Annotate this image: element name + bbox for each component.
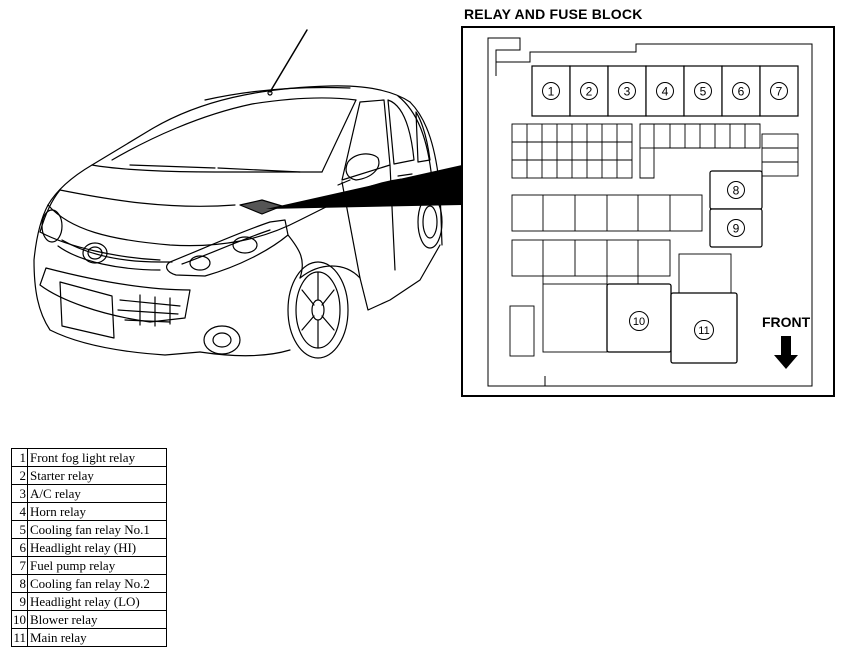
front-label: FRONT xyxy=(762,314,811,330)
legend-row xyxy=(12,557,167,575)
relay-mark-7: 7 xyxy=(775,84,783,99)
relay-mark-5: 5 xyxy=(699,84,707,99)
legend-description: Starter relay xyxy=(28,467,167,485)
legend-row xyxy=(12,539,167,557)
legend-number: 4 xyxy=(12,503,28,521)
legend-row xyxy=(12,485,167,503)
legend-body xyxy=(12,449,167,647)
legend-description: Headlight relay (HI) xyxy=(28,539,167,557)
relay-mark-9: 9 xyxy=(732,221,740,236)
legend-number: 9 xyxy=(12,593,28,611)
relay-mark-3: 3 xyxy=(623,84,631,99)
relay-mark-4: 4 xyxy=(661,84,669,99)
relay-mark-1: 1 xyxy=(547,84,555,99)
relay-mark-6: 6 xyxy=(737,84,745,99)
legend-row xyxy=(12,503,167,521)
relay-mark-10: 10 xyxy=(632,316,646,328)
legend-description: A/C relay xyxy=(28,485,167,503)
fuse-grid-right xyxy=(640,124,798,178)
relay-mark-8: 8 xyxy=(732,183,740,198)
legend-number: 10 xyxy=(13,611,26,627)
relay-fuse-block-title: RELAY AND FUSE BLOCK xyxy=(464,6,643,22)
legend-description: Main relay xyxy=(28,629,167,647)
legend-number: 5 xyxy=(12,521,28,539)
relays-bottom xyxy=(510,284,737,363)
relay-mark-2: 2 xyxy=(585,84,593,99)
legend-description: Blower relay xyxy=(28,611,167,629)
legend-row xyxy=(12,521,167,539)
legend-description: Headlight relay (LO) xyxy=(28,593,167,611)
fuse-row-middle xyxy=(512,195,702,231)
legend-row xyxy=(12,575,167,593)
legend-description: Fuel pump relay xyxy=(28,557,167,575)
legend-number: 6 xyxy=(12,539,28,557)
legend-number: 3 xyxy=(12,485,28,503)
legend-number: 7 xyxy=(12,557,28,575)
legend-number: 11 xyxy=(13,629,26,645)
legend-row xyxy=(12,611,167,629)
legend-row xyxy=(12,449,167,467)
relay-legend-table xyxy=(11,448,167,647)
legend-description: Front fog light relay xyxy=(28,449,167,467)
relays-8-9 xyxy=(710,171,762,247)
fuse-grid-left xyxy=(512,124,632,178)
legend-description: Horn relay xyxy=(28,503,167,521)
legend-number: 8 xyxy=(12,575,28,593)
legend-row xyxy=(12,467,167,485)
legend-row xyxy=(12,629,167,647)
relay-mark-11: 11 xyxy=(698,325,710,337)
legend-description: Cooling fan relay No.1 xyxy=(28,521,167,539)
legend-number: 1 xyxy=(12,449,28,467)
legend-number: 2 xyxy=(12,467,28,485)
front-arrow-icon xyxy=(774,336,798,369)
legend-description: Cooling fan relay No.2 xyxy=(28,575,167,593)
legend-row xyxy=(12,593,167,611)
